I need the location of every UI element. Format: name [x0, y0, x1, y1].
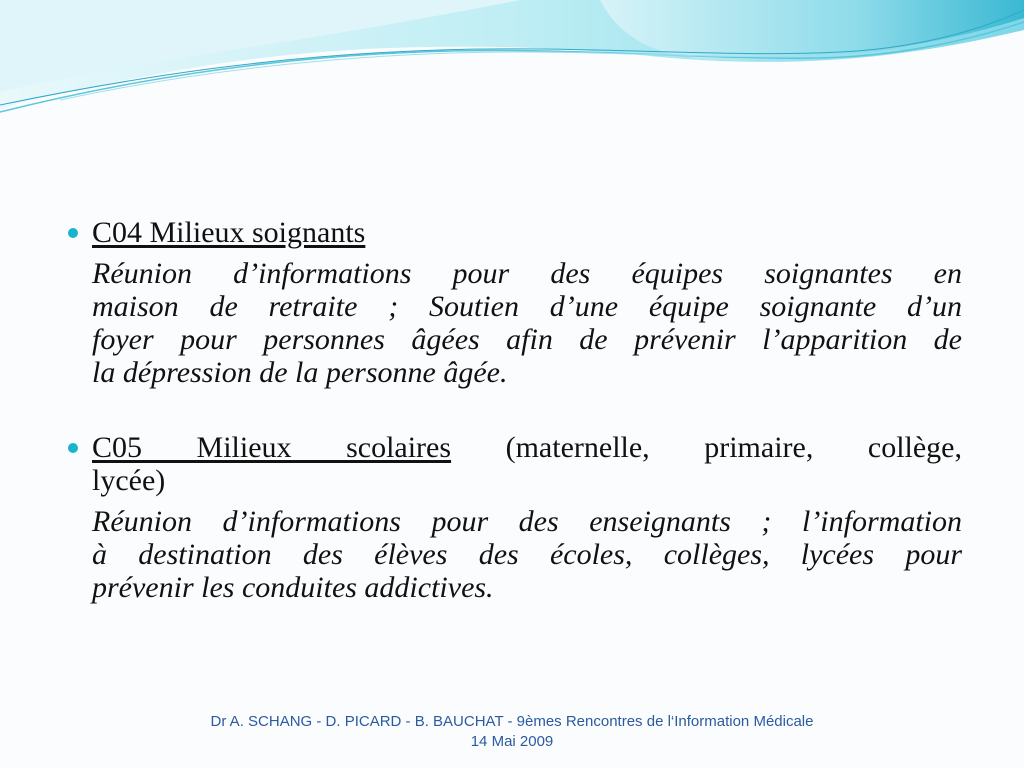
item-title-suffix: (maternelle, primaire, collège, — [505, 431, 962, 464]
slide-content — [62, 216, 962, 604]
description-line: foyer pour personnes âgées afin de prévenir l’apparition de — [92, 323, 962, 356]
description-line: Réunion d’informations pour des équipes soignantes en — [92, 257, 962, 290]
item-description — [92, 505, 962, 604]
footer-date: 14 Mai 2009 — [470, 733, 554, 750]
description-line: à destination des élèves des écoles, collèges, lycées pour — [92, 538, 962, 571]
bullet-item-c04 — [62, 216, 962, 389]
description-line: maison de retraite ; Soutien d’une équipe soignante d’un — [92, 290, 962, 323]
item-title-line — [92, 216, 962, 249]
item-title-continuation: lycée) — [92, 464, 166, 497]
description-line: prévenir les conduites addictives. — [92, 571, 494, 604]
description-line: Réunion d’informations pour des enseignants ; l’information — [92, 505, 962, 538]
footer-authors: Dr A. SCHANG - D. PICARD - B. BAUCHAT - 9èmes Rencontres de l‘Information Médicale — [210, 713, 814, 730]
item-title: C04 Milieux soignants — [92, 216, 366, 249]
item-description — [92, 257, 962, 389]
item-title-line — [92, 431, 962, 464]
slide-footer — [0, 712, 1024, 752]
bullet-dot-icon — [68, 443, 78, 453]
bullet-dot-icon — [68, 228, 78, 238]
description-line: la dépression de la personne âgée. — [92, 356, 508, 389]
bullet-item-c05 — [62, 431, 962, 604]
header-wave-decoration — [0, 0, 1024, 130]
item-title: C05 Milieux scolaires — [92, 431, 452, 464]
